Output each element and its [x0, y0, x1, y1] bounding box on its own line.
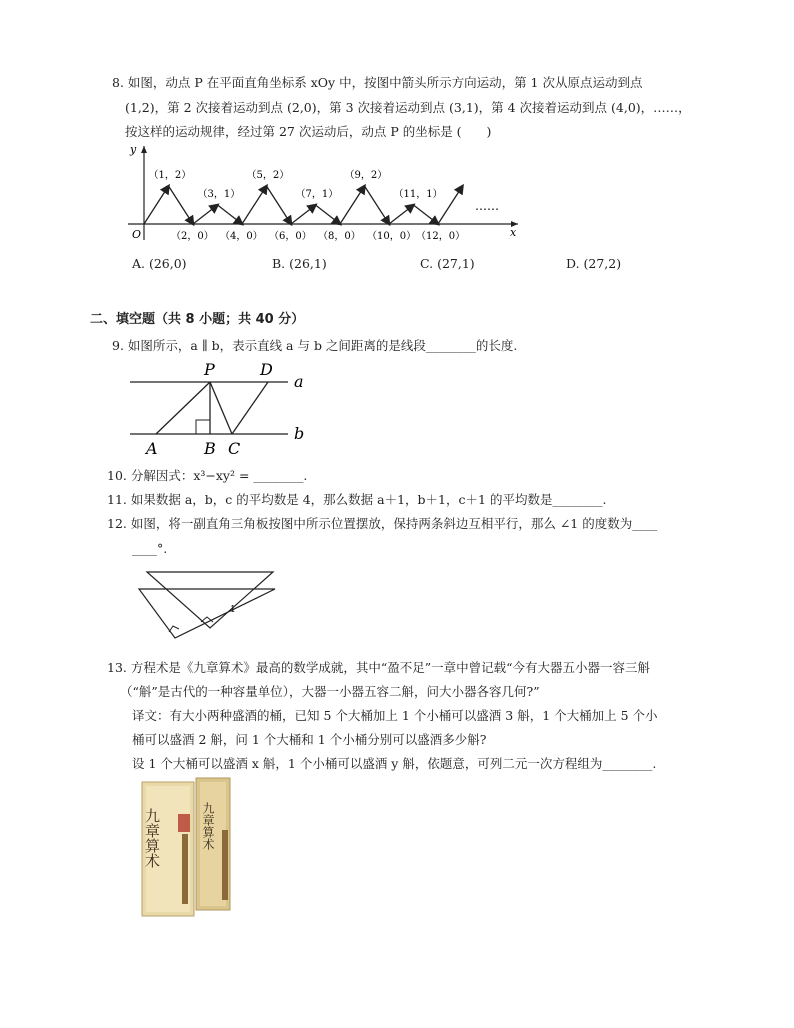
- top-point-label: （1，2）: [148, 170, 192, 181]
- motion-segment: [218, 205, 243, 224]
- q8-option-c[interactable]: C. (27,1): [420, 256, 475, 271]
- motion-segment: [193, 205, 218, 224]
- label-a-line: a: [294, 372, 304, 391]
- label-b-line: b: [294, 424, 305, 443]
- motion-segment: [242, 186, 267, 224]
- y-axis-label: y: [130, 143, 137, 156]
- book-title-left: 九章算术: [143, 808, 161, 868]
- section-title: 二、填空题（共 8 小题；共 40 分）: [90, 312, 305, 327]
- q8-line3: 按这样的运动规律，经过第 27 次运动后，动点 P 的坐标是 ( ): [125, 124, 492, 139]
- bottom-point-label: （10，0）: [367, 231, 417, 242]
- q8-motion-graph: [120, 140, 530, 250]
- q12-line2: ____°.: [132, 541, 168, 556]
- segment-pc: [210, 382, 232, 434]
- label-p: P: [204, 360, 215, 379]
- label-C: C: [228, 439, 241, 458]
- book-title-right: 九章算术: [201, 802, 215, 850]
- q12-line1: 12. 如图，将一副直角三角板按图中所示位置摆放，保持两条斜边互相平行，那么 ∠1 的度数为____: [107, 516, 658, 531]
- bottom-point-label: （12，0）: [416, 231, 466, 242]
- q8-line1: 8. 如图，动点 P 在平面直角坐标系 xOy 中，按图中箭头所示方向运动，第 1 次从原点运动到点: [112, 75, 643, 90]
- top-point-label: （7，1）: [295, 189, 339, 200]
- top-point-label: （9，2）: [344, 170, 388, 181]
- angle-1-label: 1: [230, 605, 236, 615]
- motion-segment: [365, 186, 390, 224]
- motion-segment: [291, 205, 316, 224]
- top-point-label: （11，1）: [393, 189, 443, 200]
- segment-cd: [232, 382, 268, 434]
- q13-line4: 桶可以盛酒 2 斛，问 1 个大桶和 1 个小桶分别可以盛酒多少斛?: [132, 732, 487, 747]
- top-point-label: （3，1）: [197, 189, 241, 200]
- q13-line5: 设 1 个大桶可以盛酒 x 斛，1 个小桶可以盛酒 y 斛，依题意，可列二元一次方程组为________.: [132, 756, 657, 771]
- segment-pa: [156, 382, 210, 434]
- right-angle-mark: [196, 420, 210, 434]
- q9-text: 9. 如图所示，a ∥ b，表示直线 a 与 b 之间距离的是线段________的长度.: [112, 338, 518, 353]
- label-d: D: [260, 360, 273, 379]
- continuation-dots: ……: [475, 199, 499, 213]
- bottom-point-label: （4，0）: [220, 231, 263, 242]
- motion-segment: [316, 205, 341, 224]
- q11-text: 11. 如果数据 a，b，c 的平均数是 4，那么数据 a＋1，b＋1，c＋1 的平均数是________.: [107, 492, 607, 507]
- q10-text: 10. 分解因式：x³−xy² = ________.: [107, 468, 308, 483]
- q13-line1: 13. 方程术是《九章算术》最高的数学成就，其中“盈不足”一章中曾记载“今有大器五小器一容三斛: [107, 660, 651, 675]
- bottom-point-label: （8，0）: [318, 231, 361, 242]
- lower-triangle: [139, 589, 275, 638]
- motion-segment: [389, 205, 414, 224]
- q9-parallel-lines-figure: [128, 358, 318, 458]
- bottom-point-label: （6，0）: [269, 231, 312, 242]
- q13-line2: （“斛”是古代的一种容量单位），大器一小器五容二斛，问大小器各容几何?”: [120, 684, 540, 699]
- q12-triangles-figure: [135, 566, 280, 642]
- label-A: A: [146, 439, 158, 458]
- motion-segment: [144, 186, 169, 224]
- y-axis-arrow-icon: [141, 146, 147, 153]
- motion-segment: [340, 186, 365, 224]
- bottom-point-label: （2，0）: [171, 231, 214, 242]
- label-B: B: [204, 439, 216, 458]
- x-axis-label: x: [510, 226, 517, 239]
- q8-option-b[interactable]: B. (26,1): [272, 256, 327, 271]
- q8-line2: (1,2)，第 2 次接着运动到点 (2,0)，第 3 次接着运动到点 (3,1)，第 4 次接着运动到点 (4,0)，……，: [125, 100, 691, 115]
- q8-option-a[interactable]: A. (26,0): [132, 256, 187, 271]
- motion-segment: [267, 186, 292, 224]
- q8-option-d[interactable]: D. (27,2): [566, 256, 622, 271]
- top-point-label: （5，2）: [246, 170, 290, 181]
- origin-label: O: [132, 228, 142, 241]
- motion-segment: [414, 205, 439, 224]
- jiuzhang-suanshu-book-image: [138, 774, 238, 924]
- q13-line3: 译文：有大小两种盛酒的桶，已知 5 个大桶加上 1 个小桶可以盛酒 3 斛，1 个大桶加上 5 个小: [132, 708, 658, 723]
- motion-segment: [169, 186, 194, 224]
